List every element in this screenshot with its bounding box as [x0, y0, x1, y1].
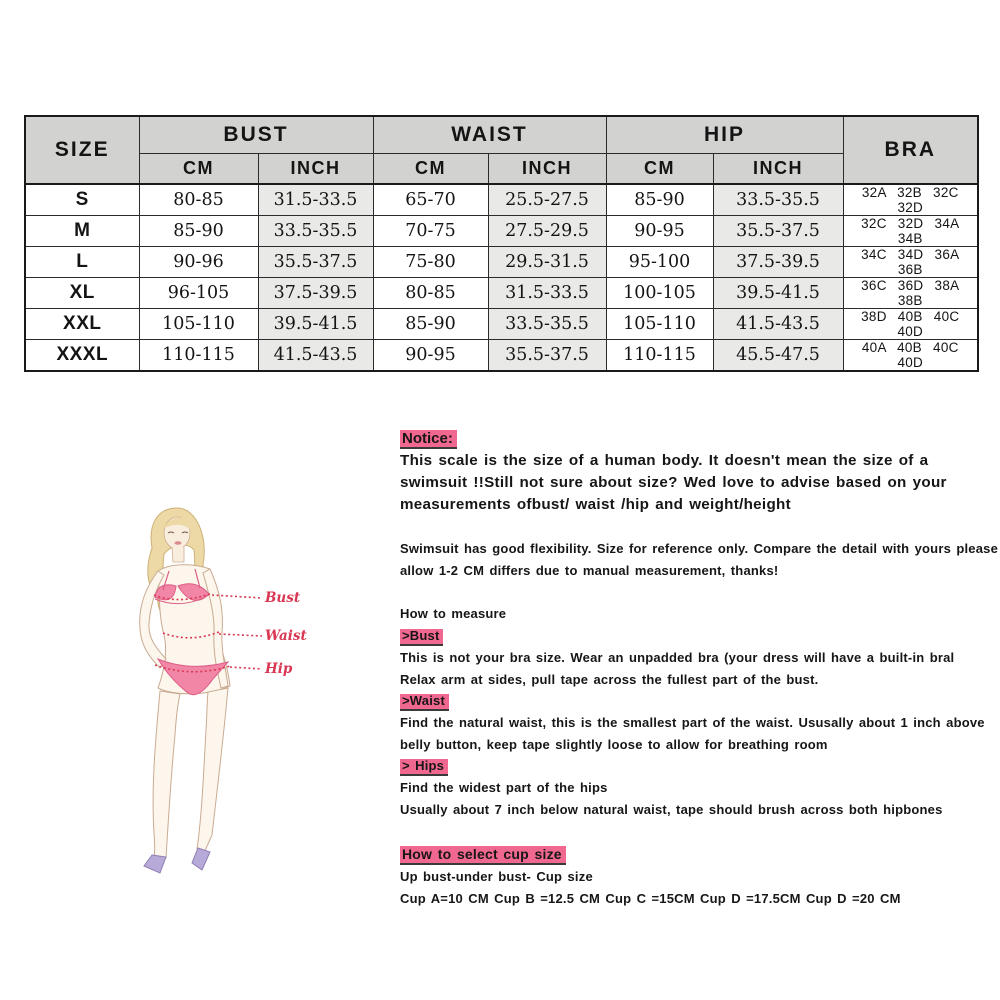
- table-row-s: [25, 184, 978, 216]
- bust-inch-value: 31.5-33.5: [258, 184, 373, 216]
- text-line: measurements ofbust/ waist /hip and weight/height: [400, 496, 791, 513]
- flexibility-paragraph: [400, 538, 1000, 581]
- figure-sketch-svg: [100, 495, 370, 915]
- bra-value: 32C 32D 34A 34B: [843, 216, 978, 247]
- hip-inch-value: 39.5-41.5: [713, 278, 843, 309]
- waist-cm-value: 80-85: [373, 278, 488, 309]
- text-line: Up bust-under bust- Cup size: [400, 869, 593, 885]
- text-line: swimsuit !!Still not sure about size? Wed love to advise based on your: [400, 474, 947, 491]
- size-value: XXL: [25, 309, 139, 340]
- size-table: [24, 115, 979, 372]
- hip-cm-value: 85-90: [606, 184, 713, 216]
- instructions-panel: [400, 428, 1000, 910]
- cup-size-heading-text: How to select cup size: [400, 846, 566, 864]
- hip-group-header: HIP: [606, 116, 843, 154]
- waist-heading-text: >Waist: [400, 694, 449, 711]
- notice-heading: [400, 428, 1000, 450]
- cup-size-heading: [400, 844, 1000, 866]
- bust-heading-text: >Bust: [400, 629, 443, 646]
- hips-heading-text: > Hips: [400, 759, 448, 776]
- text-line: belly button, keep tape slightly loose to allow for breathing room: [400, 736, 828, 752]
- text-line: Swimsuit has good flexibility. Size for reference only. Compare the detail with yours please: [400, 541, 998, 556]
- bust-cm-value: 85-90: [139, 216, 258, 247]
- bust-inch-value: 39.5-41.5: [258, 309, 373, 340]
- bust-cm-value: 105-110: [139, 309, 258, 340]
- waist-cm-value: 65-70: [373, 184, 488, 216]
- bust-inch-value: 33.5-35.5: [258, 216, 373, 247]
- waist-cm-value: 70-75: [373, 216, 488, 247]
- text-line: Usually about 7 inch below natural waist, tape should brush across both hipbones: [400, 801, 943, 817]
- table-row-l: [25, 247, 978, 278]
- hip-callout-label: Hip: [265, 661, 293, 677]
- how-to-measure-title: How to measure: [400, 606, 507, 622]
- waist-callout-label: Waist: [265, 628, 307, 644]
- bust-cm-value: 80-85: [139, 184, 258, 216]
- text-line: This scale is the size of a human body. It doesn't mean the size of a: [400, 452, 929, 469]
- hip-cm-value: 110-115: [606, 340, 713, 372]
- bra-value: 32A 32B 32C 32D: [843, 184, 978, 216]
- waist-inch-value: 25.5-27.5: [488, 184, 606, 216]
- face: [164, 517, 190, 562]
- waist-group-header: WAIST: [373, 116, 606, 154]
- bust-cm-value: 96-105: [139, 278, 258, 309]
- text-line: Find the natural waist, this is the smallest part of the waist. Ususally about 1 inch above: [400, 714, 985, 730]
- bust-cm-header: CM: [139, 154, 258, 185]
- size-value: L: [25, 247, 139, 278]
- hip-cm-value: 105-110: [606, 309, 713, 340]
- waist-cm-value: 90-95: [373, 340, 488, 372]
- bust-callout-label: Bust: [265, 590, 301, 606]
- text-line: Cup A=10 CM Cup B =12.5 CM Cup C =15CM Cup D =17.5CM Cup D =20 CM: [400, 890, 901, 906]
- text-line: allow 1-2 CM differs due to manual measurement, thanks!: [400, 562, 779, 578]
- legs: [153, 688, 228, 858]
- bust-inch-value: 37.5-39.5: [258, 278, 373, 309]
- hip-cm-value: 100-105: [606, 278, 713, 309]
- hip-inch-value: 33.5-35.5: [713, 184, 843, 216]
- notice-heading-text: Notice:: [400, 430, 457, 449]
- hips-section-heading: [400, 755, 1000, 777]
- table-row-xxl: [25, 309, 978, 340]
- bust-inch-value: 35.5-37.5: [258, 247, 373, 278]
- hip-inch-value: 37.5-39.5: [713, 247, 843, 278]
- bra-value: 36C 36D 38A 38B: [843, 278, 978, 309]
- waist-inch-value: 27.5-29.5: [488, 216, 606, 247]
- notice-paragraph: [400, 450, 1000, 516]
- shoes: [144, 848, 210, 873]
- table-row-xxxl: [25, 340, 978, 372]
- waist-inch-header: INCH: [488, 154, 606, 185]
- bra-value: 34C 34D 36A 36B: [843, 247, 978, 278]
- table-row-m: [25, 216, 978, 247]
- bust-inch-header: INCH: [258, 154, 373, 185]
- text-line: Find the widest part of the hips: [400, 780, 608, 796]
- size-value: XXXL: [25, 340, 139, 372]
- size-value: XL: [25, 278, 139, 309]
- waist-section-heading: [400, 690, 1000, 712]
- waist-inch-value: 31.5-33.5: [488, 278, 606, 309]
- text-line: This is not your bra size. Wear an unpadded bra (your dress will have a built-in bral: [400, 649, 955, 665]
- waist-inch-value: 35.5-37.5: [488, 340, 606, 372]
- bra-value: 38D 40B 40C 40D: [843, 309, 978, 340]
- hip-inch-value: 45.5-47.5: [713, 340, 843, 372]
- size-value: M: [25, 216, 139, 247]
- text-line: Relax arm at sides, pull tape across the fullest part of the bust.: [400, 671, 819, 687]
- waist-inch-value: 29.5-31.5: [488, 247, 606, 278]
- size-column-header: SIZE: [25, 116, 139, 184]
- bra-column-header: BRA: [843, 116, 978, 184]
- bust-cm-value: 90-96: [139, 247, 258, 278]
- bust-group-header: BUST: [139, 116, 373, 154]
- waist-cm-value: 85-90: [373, 309, 488, 340]
- table-row-xl: [25, 278, 978, 309]
- hip-inch-header: INCH: [713, 154, 843, 185]
- bust-cm-value: 110-115: [139, 340, 258, 372]
- body-measurement-figure: [100, 495, 370, 915]
- hip-inch-value: 35.5-37.5: [713, 216, 843, 247]
- bust-section-heading: [400, 625, 1000, 647]
- hip-cm-value: 95-100: [606, 247, 713, 278]
- size-value: S: [25, 184, 139, 216]
- bra-value: 40A 40B 40C 40D: [843, 340, 978, 372]
- waist-cm-value: 75-80: [373, 247, 488, 278]
- bust-inch-value: 41.5-43.5: [258, 340, 373, 372]
- waist-cm-header: CM: [373, 154, 488, 185]
- hip-inch-value: 41.5-43.5: [713, 309, 843, 340]
- hip-cm-header: CM: [606, 154, 713, 185]
- hip-cm-value: 90-95: [606, 216, 713, 247]
- waist-inch-value: 33.5-35.5: [488, 309, 606, 340]
